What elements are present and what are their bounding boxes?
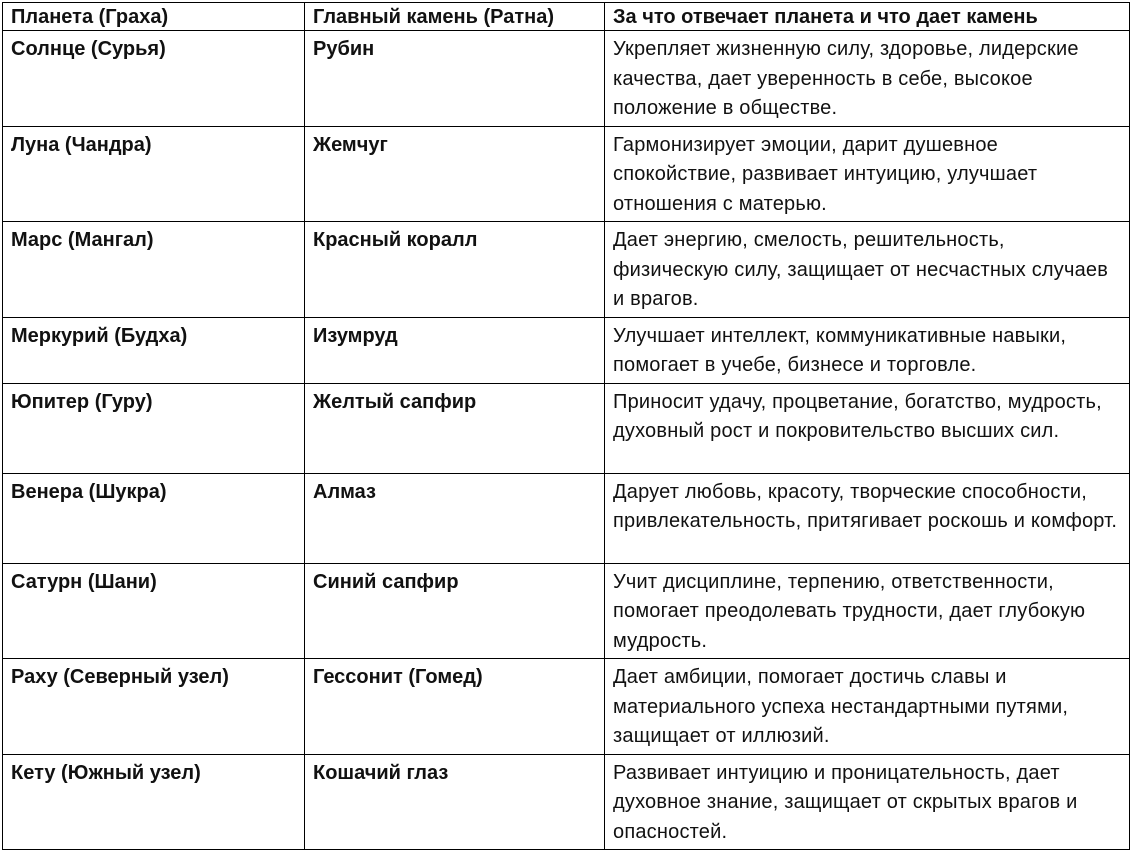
planet-cell: Солнце (Сурья) [3,31,305,127]
description-cell: Учит дисциплине, терпению, ответственности, помогает преодолевать трудности, дает глубокую мудрость. [605,563,1130,659]
table-row [3,317,1130,383]
header-planet: Планета (Граха) [3,3,305,31]
header-stone: Главный камень (Ратна) [305,3,605,31]
description-cell: Приносит удачу, процветание, богатство, мудрость, духовный рост и покровительство высших сил. [605,383,1130,473]
description-cell: Улучшает интеллект, коммуникативные навыки, помогает в учебе, бизнесе и торговле. [605,317,1130,383]
stone-cell: Жемчуг [305,126,605,222]
stone-cell: Рубин [305,31,605,127]
description-cell: Развивает интуицию и проницательность, дает духовное знание, защищает от скрытых врагов и опасностей. [605,754,1130,850]
stone-cell: Алмаз [305,473,605,563]
planet-cell: Кету (Южный узел) [3,754,305,850]
description-cell: Гармонизирует эмоции, дарит душевное спокойствие, развивает интуицию, улучшает отношения с матерью. [605,126,1130,222]
description-cell: Дает амбиции, помогает достичь славы и материального успеха нестандартными путями, защищает от иллюзий. [605,659,1130,755]
table-row [3,754,1130,850]
stone-cell: Гессонит (Гомед) [305,659,605,755]
table-row [3,126,1130,222]
table-row [3,473,1130,563]
stone-cell: Синий сапфир [305,563,605,659]
planet-cell: Сатурн (Шани) [3,563,305,659]
planet-cell: Венера (Шукра) [3,473,305,563]
planet-cell: Меркурий (Будха) [3,317,305,383]
header-description: За что отвечает планета и что дает камень [605,3,1130,31]
planet-cell: Луна (Чандра) [3,126,305,222]
table-row [3,659,1130,755]
description-cell: Дает энергию, смелость, решительность, физическую силу, защищает от несчастных случаев и врагов. [605,222,1130,318]
table-row [3,563,1130,659]
planet-cell: Раху (Северный узел) [3,659,305,755]
stone-cell: Желтый сапфир [305,383,605,473]
table-row [3,31,1130,127]
planet-cell: Юпитер (Гуру) [3,383,305,473]
table-header-row [3,3,1130,31]
planet-cell: Марс (Мангал) [3,222,305,318]
description-cell: Укрепляет жизненную силу, здоровье, лидерские качества, дает уверенность в себе, высокое положение в обществе. [605,31,1130,127]
description-cell: Дарует любовь, красоту, творческие способности, привлекательность, притягивает роскошь и комфорт. [605,473,1130,563]
planet-stone-table [2,2,1130,850]
table-row [3,222,1130,318]
stone-cell: Красный коралл [305,222,605,318]
stone-cell: Изумруд [305,317,605,383]
table-row [3,383,1130,473]
stone-cell: Кошачий глаз [305,754,605,850]
